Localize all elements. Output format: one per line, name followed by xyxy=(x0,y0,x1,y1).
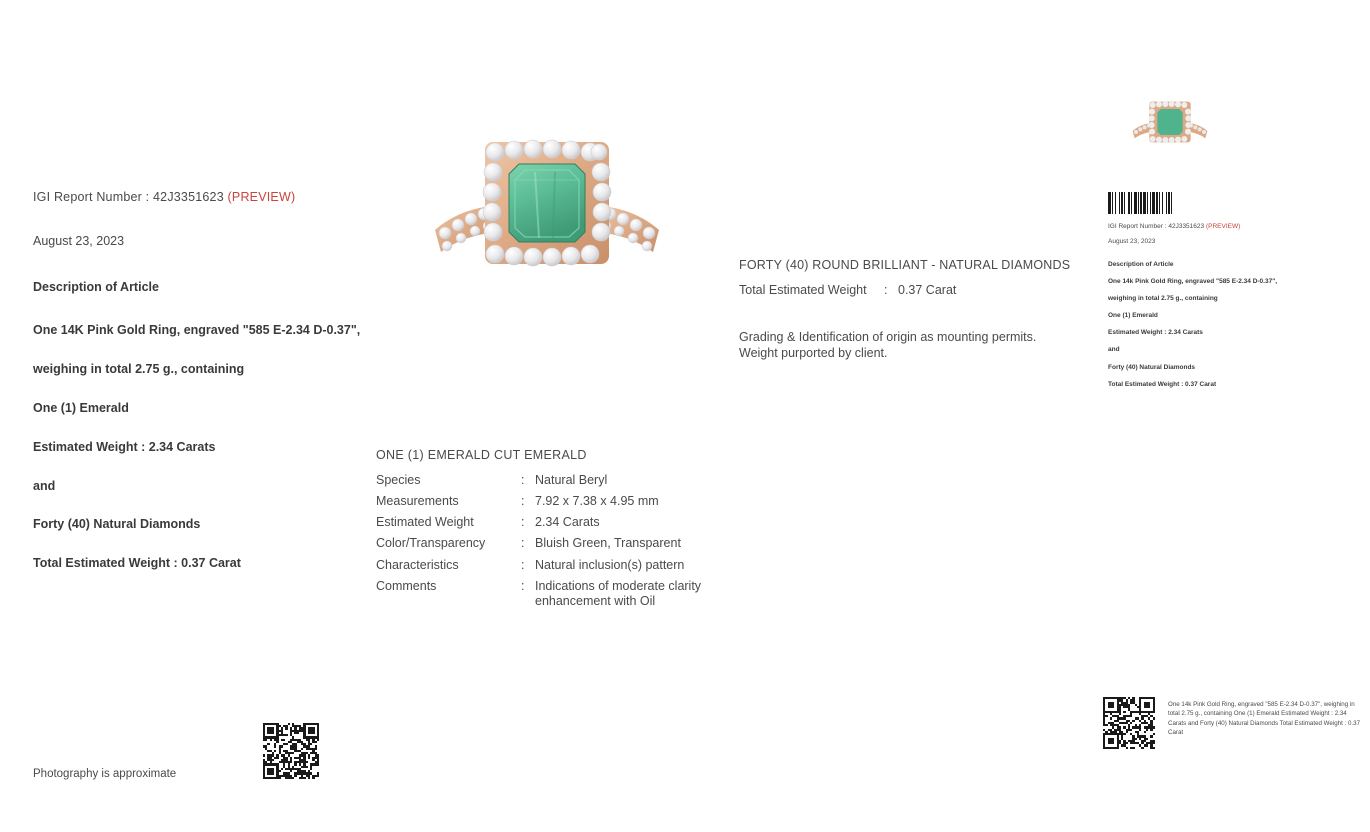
report-date: August 23, 2023 xyxy=(33,234,125,248)
description-heading: Description of Article xyxy=(33,280,159,294)
mini-description-line: Total Estimated Weight : 0.37 Carat xyxy=(1108,380,1217,388)
spec-value: 7.92 x 7.38 x 4.95 mm xyxy=(535,494,659,509)
mini-description-line: and xyxy=(1108,346,1120,354)
spec-colon: : xyxy=(521,557,525,572)
spec-row xyxy=(376,494,736,510)
mini-report-number-line xyxy=(1108,222,1366,232)
ring-photograph xyxy=(427,120,667,280)
diamond-spec-block xyxy=(739,258,1139,362)
description-line: and xyxy=(33,478,56,493)
mini-report-label: IGI Report Number : xyxy=(1108,223,1167,230)
spec-label: Characteristics xyxy=(376,557,459,572)
spec-value: Natural inclusion(s) pattern xyxy=(535,557,685,572)
spec-row xyxy=(376,473,736,489)
mini-description-line: One 14k Pink Gold Ring, engraved "585 E-2.34 D-0.37", xyxy=(1108,278,1278,286)
mini-description-line: One (1) Emerald xyxy=(1108,312,1158,320)
mini-bottom-description: One 14k Pink Gold Ring, engraved "585 E-2.34 D-0.37", weighing in total 2.75 g., containing One (1) Emerald Estimated Weight : 2.34 Carats and Forty (40) Natural Diamonds Total Estimated Weight : 0.37 Carat xyxy=(1168,701,1361,736)
qr-code-right[interactable] xyxy=(1103,697,1155,749)
mini-ring-photograph xyxy=(1130,92,1210,150)
spec-colon: : xyxy=(521,494,525,509)
grading-note xyxy=(739,329,1139,362)
report-number-label: IGI Report Number : xyxy=(33,190,150,204)
mini-description-line: Forty (40) Natural Diamonds xyxy=(1108,363,1196,371)
spec-label: Measurements xyxy=(376,494,459,509)
report-number-value: 42J3351623 xyxy=(153,190,224,204)
preview-tag: (PREVIEW) xyxy=(227,190,296,204)
qr-code-center[interactable] xyxy=(263,723,319,779)
spec-label: Color/Transparency xyxy=(376,536,486,551)
spec-row xyxy=(376,536,736,552)
mini-report-value: 42J3351623 xyxy=(1168,223,1205,230)
spec-colon: : xyxy=(521,515,525,530)
report-number-line xyxy=(33,190,373,204)
grading-note-line: Weight purported by client. xyxy=(739,346,888,361)
mini-description-heading: Description of Article xyxy=(1108,261,1174,269)
description-line: One 14K Pink Gold Ring, engraved "585 E-2.34 D-0.37", xyxy=(33,323,361,337)
spec-value: 2.34 Carats xyxy=(535,515,600,530)
description-line: One (1) Emerald xyxy=(33,400,129,415)
description-line: weighing in total 2.75 g., containing xyxy=(33,361,245,376)
description-line: Estimated Weight : 2.34 Carats xyxy=(33,439,216,454)
spec-row xyxy=(376,515,736,531)
diamond-weight-value: 0.37 Carat xyxy=(898,283,957,297)
diamond-weight-row xyxy=(739,283,1139,297)
description-line: Forty (40) Natural Diamonds xyxy=(33,517,201,532)
spec-colon: : xyxy=(521,578,525,593)
diamond-section-title: FORTY (40) ROUND BRILLIANT - NATURAL DIAMONDS xyxy=(739,258,1071,272)
photography-note: Photography is approximate xyxy=(33,768,177,780)
mini-description-line: weighing in total 2.75 g., containing xyxy=(1108,295,1218,303)
mini-certificate-text xyxy=(1108,222,1366,390)
barcode xyxy=(1108,192,1213,214)
mini-preview-tag: (PREVIEW) xyxy=(1205,223,1241,230)
spec-value: Natural Beryl xyxy=(535,473,608,487)
spec-label: Estimated Weight xyxy=(376,515,474,530)
spec-value: Bluish Green, Transparent xyxy=(535,536,681,551)
spec-colon: : xyxy=(884,283,888,297)
spec-colon: : xyxy=(521,536,525,551)
description-line: Total Estimated Weight : 0.37 Carat xyxy=(33,556,241,571)
diamond-weight-label: Total Estimated Weight xyxy=(739,283,867,297)
mini-description-line: Estimated Weight : 2.34 Carats xyxy=(1108,329,1203,337)
spec-row xyxy=(376,579,736,610)
spec-colon: : xyxy=(521,473,525,487)
spec-value: Indications of moderate clarity enhancement with Oil xyxy=(535,578,702,609)
spec-label: Species xyxy=(376,473,421,487)
spec-label: Comments xyxy=(376,578,437,593)
mini-report-date: August 23, 2023 xyxy=(1108,238,1156,246)
certificate-left-column xyxy=(33,190,373,572)
emerald-spec-block xyxy=(376,448,736,615)
grading-note-line: Grading & Identification of origin as mounting permits. xyxy=(739,330,1037,344)
emerald-section-title: ONE (1) EMERALD CUT EMERALD xyxy=(376,448,587,462)
spec-row xyxy=(376,558,736,574)
